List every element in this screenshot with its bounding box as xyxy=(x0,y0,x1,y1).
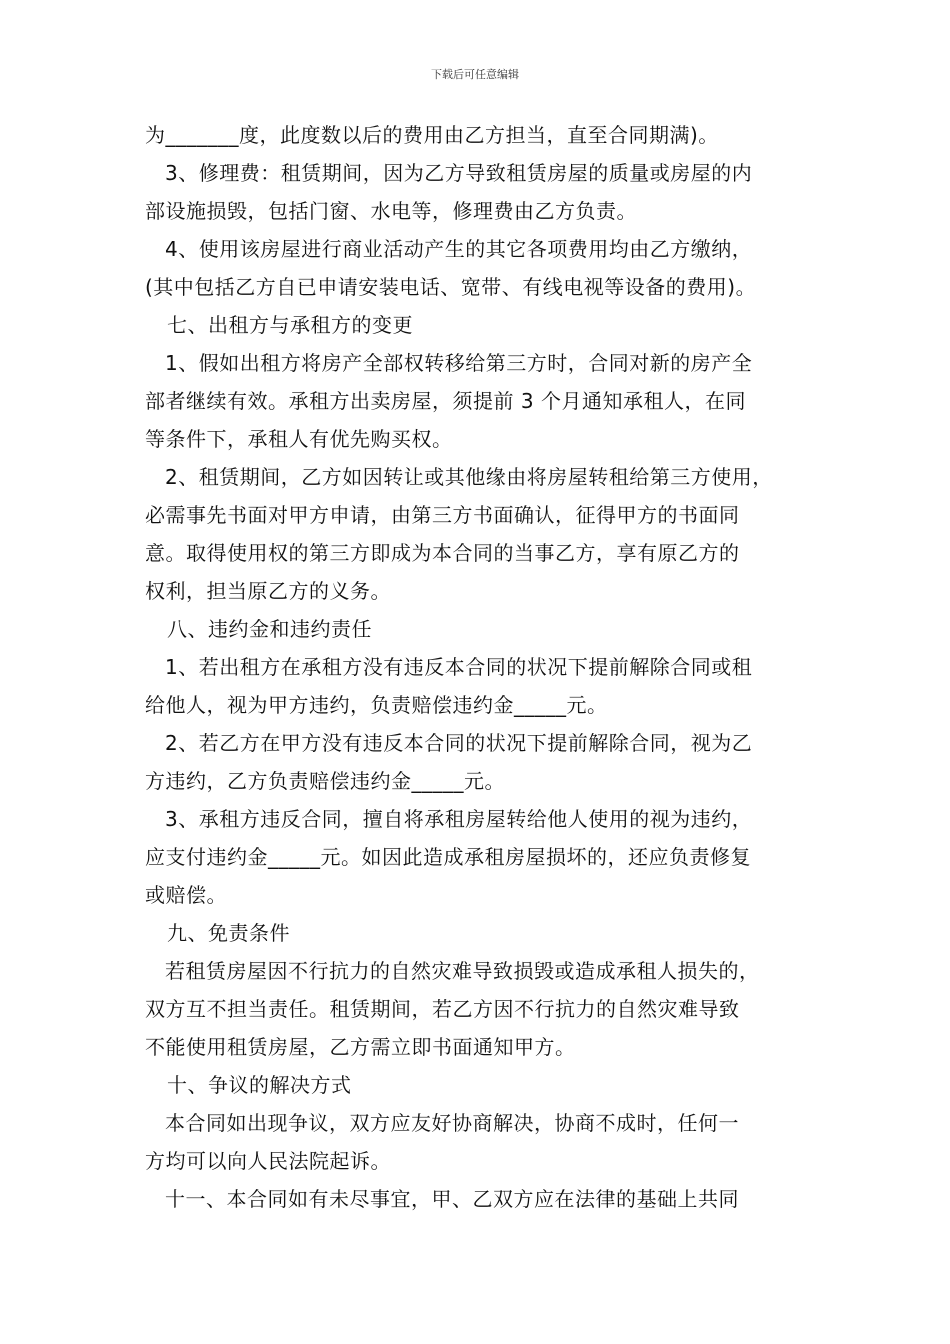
text-line: 权利，担当原乙方的义务。 xyxy=(145,579,391,603)
section-heading: 八、违约金和违约责任 xyxy=(167,617,372,641)
text-line: 2、若乙方在甲方没有违反本合同的状况下提前解除合同，视为乙 xyxy=(165,731,753,755)
page-header: 下载后可任意编辑 xyxy=(431,68,519,81)
text-line: 3、修理费：租赁期间，因为乙方导致租赁房屋的质量或房屋的内 xyxy=(165,161,753,185)
text-line: 不能使用租赁房屋，乙方需立即书面通知甲方。 xyxy=(145,1035,576,1059)
text-line: (其中包括乙方自已申请安装电话、宽带、有线电视等设备的费用)。 xyxy=(145,275,757,299)
text-line: 1、假如出租方将房产全部权转移给第三方时，合同对新的房产全 xyxy=(165,351,753,375)
text-line: 或赔偿。 xyxy=(145,883,227,907)
text-line: 部者继续有效。承租方出卖房屋，须提前 3 个月通知承租人，在同 xyxy=(145,389,746,413)
text-line: 部设施损毁，包括门窗、水电等，修理费由乙方负责。 xyxy=(145,199,637,223)
text-line: 给他人，视为甲方违约，负责赔偿违约金_____元。 xyxy=(145,693,608,717)
text-line: 若租赁房屋因不行抗力的自然灾难导致损毁或造成承租人损失的， xyxy=(165,959,760,983)
text-line: 等条件下，承租人有优先购买权。 xyxy=(145,427,453,451)
text-line: 意。取得使用权的第三方即成为本合同的当事乙方，享有原乙方的 xyxy=(145,541,740,565)
text-line: 1、若出租方在承租方没有违反本合同的状况下提前解除合同或租 xyxy=(165,655,753,679)
text-line: 必需事先书面对甲方申请，由第三方书面确认，征得甲方的书面同 xyxy=(145,503,740,527)
text-line: 本合同如出现争议，双方应友好协商解决，协商不成时，任何一 xyxy=(165,1111,739,1135)
text-line: 2、租赁期间，乙方如因转让或其他缘由将房屋转租给第三方使用， xyxy=(165,465,773,489)
text-line: 为_______度，此度数以后的费用由乙方担当，直至合同期满)。 xyxy=(145,123,719,147)
document-body xyxy=(145,116,810,1218)
text-line: 应支付违约金_____元。如因此造成承租房屋损坏的，还应负责修复 xyxy=(145,845,751,869)
text-line: 3、承租方违反合同，擅自将承租房屋转给他人使用的视为违约， xyxy=(165,807,753,831)
text-line: 十一、本合同如有未尽事宜，甲、乙双方应在法律的基础上共同 xyxy=(165,1187,739,1211)
section-heading: 九、免责条件 xyxy=(167,921,290,945)
text-line: 方违约，乙方负责赔偿违约金_____元。 xyxy=(145,769,505,793)
section-heading: 七、出租方与承租方的变更 xyxy=(167,313,413,337)
text-line: 4、使用该房屋进行商业活动产生的其它各项费用均由乙方缴纳， xyxy=(165,237,753,261)
section-heading: 十、争议的解决方式 xyxy=(167,1073,352,1097)
text-line: 双方互不担当责任。租赁期间，若乙方因不行抗力的自然灾难导致 xyxy=(145,997,740,1021)
text-line: 方均可以向人民法院起诉。 xyxy=(145,1149,391,1173)
